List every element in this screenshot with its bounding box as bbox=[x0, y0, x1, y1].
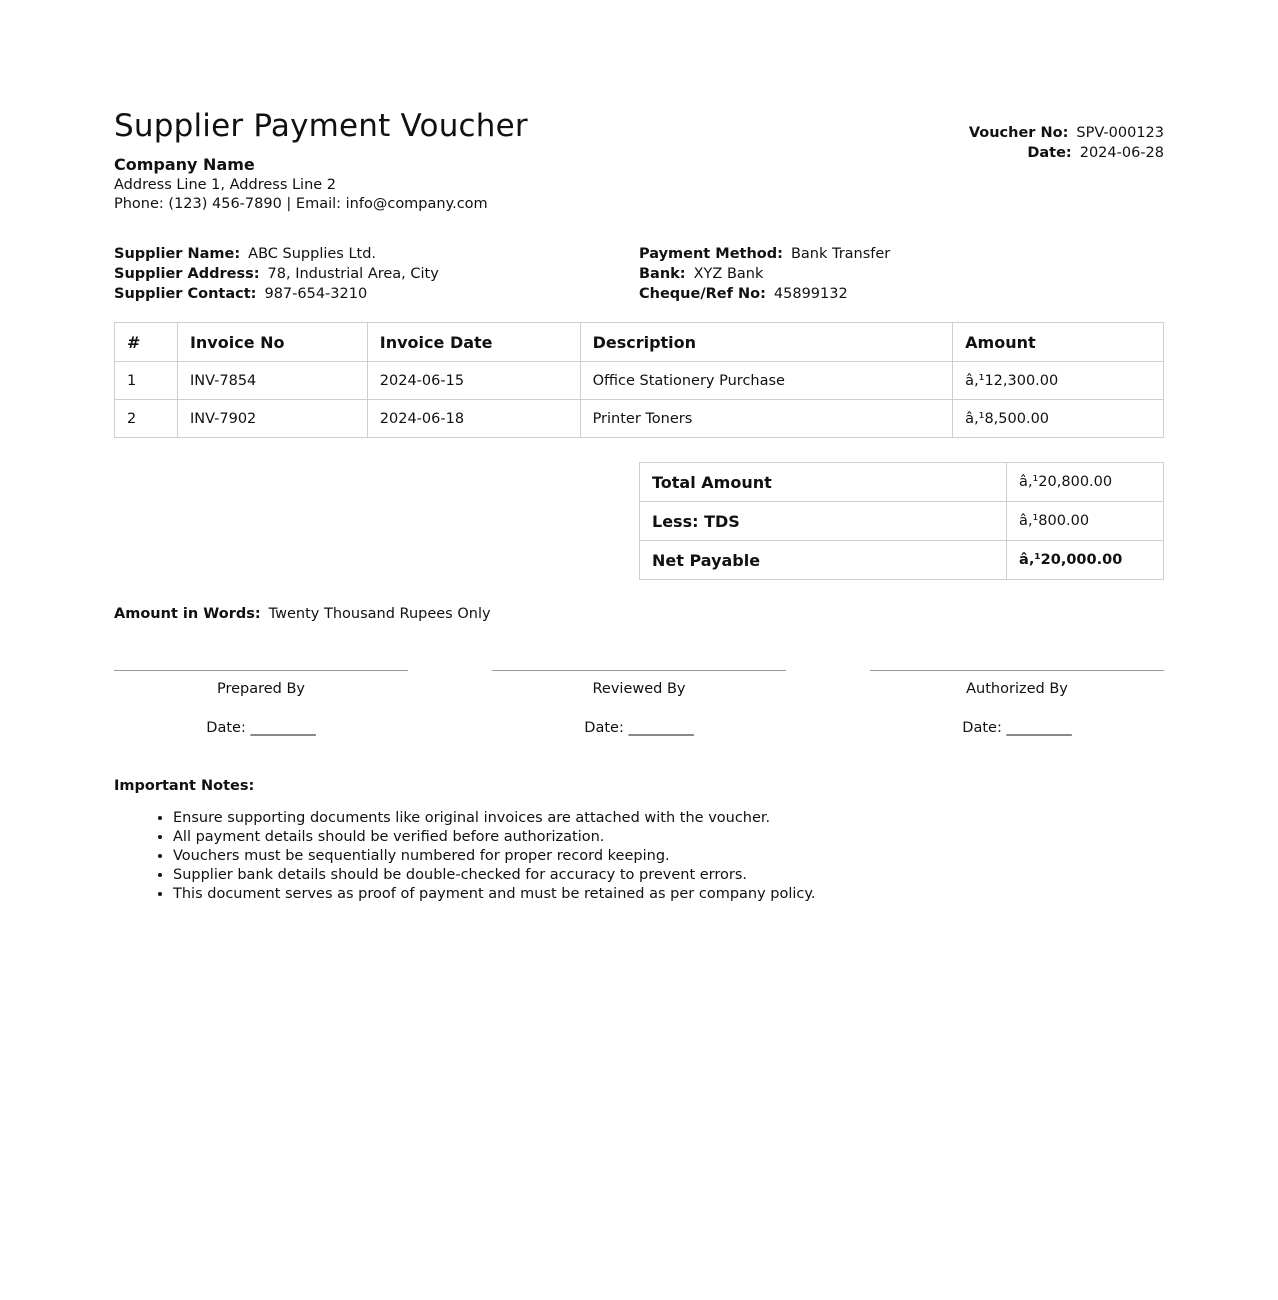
signature-date: Date: _________ bbox=[206, 720, 316, 737]
voucher-date-row bbox=[969, 145, 1164, 161]
signature-line bbox=[114, 670, 408, 671]
cell-index: 2 bbox=[115, 400, 178, 438]
table-row bbox=[115, 362, 1164, 400]
payment-info bbox=[639, 246, 1164, 306]
net-label: Net Payable bbox=[640, 541, 1007, 580]
cell-invoice-date: 2024-06-15 bbox=[367, 362, 580, 400]
voucher-number-row bbox=[969, 125, 1164, 141]
header-index: # bbox=[115, 323, 178, 362]
cell-description: Printer Toners bbox=[580, 400, 953, 438]
header-amount: Amount bbox=[953, 323, 1164, 362]
table-row bbox=[115, 400, 1164, 438]
ref-label: Cheque/Ref No: bbox=[639, 286, 766, 303]
tds-amount: â‚¹800.00 bbox=[1007, 502, 1164, 541]
company-block bbox=[114, 108, 528, 212]
payment-method: Bank Transfer bbox=[790, 246, 891, 263]
payment-method-label: Payment Method: bbox=[639, 246, 783, 263]
cell-amount: â‚¹12,300.00 bbox=[953, 362, 1164, 400]
total-amount: â‚¹20,800.00 bbox=[1007, 463, 1164, 502]
supplier-contact-row bbox=[114, 286, 639, 302]
list-item: • Ensure supporting documents like original invoices are attached with the voucher. bbox=[173, 810, 1164, 826]
list-item: • Supplier bank details should be double-checked for accuracy to prevent errors. bbox=[173, 867, 1164, 883]
cell-invoice-no: INV-7854 bbox=[177, 362, 367, 400]
ref-row bbox=[639, 286, 1164, 302]
signature-line bbox=[492, 670, 786, 671]
company-contact: Phone: (123) 456-7890 | Email: info@company.com bbox=[114, 196, 488, 213]
total-row bbox=[640, 463, 1164, 502]
notes-list bbox=[114, 810, 1164, 902]
bank-name: XYZ Bank bbox=[693, 266, 764, 283]
signature-section bbox=[114, 670, 1164, 736]
words-label: Amount in Words: bbox=[114, 606, 261, 623]
voucher-number: SPV-000123 bbox=[1076, 125, 1164, 141]
supplier-name-label: Supplier Name: bbox=[114, 246, 241, 263]
header-description: Description bbox=[580, 323, 953, 362]
signature-reviewed bbox=[492, 670, 786, 736]
cell-invoice-date: 2024-06-18 bbox=[367, 400, 580, 438]
voucher-header bbox=[114, 108, 1164, 212]
totals-section bbox=[114, 462, 1164, 580]
cell-index: 1 bbox=[115, 362, 178, 400]
bank-label: Bank: bbox=[639, 266, 686, 283]
header-invoice-no: Invoice No bbox=[177, 323, 367, 362]
supplier-contact: 987-654-3210 bbox=[264, 286, 368, 303]
voucher-meta bbox=[969, 125, 1164, 165]
voucher-page bbox=[114, 0, 1164, 902]
totals-table bbox=[639, 462, 1164, 580]
voucher-date-label: Date: bbox=[1027, 145, 1072, 161]
words-value: Twenty Thousand Rupees Only bbox=[268, 606, 491, 623]
table-header-row bbox=[115, 323, 1164, 362]
signature-date: Date: _________ bbox=[584, 720, 694, 737]
list-item: • This document serves as proof of payment and must be retained as per company policy. bbox=[173, 886, 1164, 902]
invoice-table bbox=[114, 322, 1164, 438]
cell-invoice-no: INV-7902 bbox=[177, 400, 367, 438]
supplier-contact-label: Supplier Contact: bbox=[114, 286, 257, 303]
header-invoice-date: Invoice Date bbox=[367, 323, 580, 362]
ref-number: 45899132 bbox=[773, 286, 848, 303]
amount-in-words bbox=[114, 606, 1164, 622]
document-title: Supplier Payment Voucher bbox=[114, 108, 528, 144]
supplier-address-row bbox=[114, 266, 639, 282]
signature-prepared bbox=[114, 670, 408, 736]
total-label: Total Amount bbox=[640, 463, 1007, 502]
company-address: Address Line 1, Address Line 2 bbox=[114, 177, 337, 194]
supplier-name: ABC Supplies Ltd. bbox=[248, 246, 377, 263]
list-item: • Vouchers must be sequentially numbered for proper record keeping. bbox=[173, 848, 1164, 864]
company-name: Company Name bbox=[114, 155, 255, 175]
list-item: • All payment details should be verified before authorization. bbox=[173, 829, 1164, 845]
net-amount: â‚¹20,000.00 bbox=[1007, 541, 1164, 580]
supplier-info bbox=[114, 246, 639, 306]
payment-method-row bbox=[639, 246, 1164, 262]
signature-date: Date: _________ bbox=[962, 720, 1072, 737]
net-row bbox=[640, 541, 1164, 580]
signature-authorized bbox=[870, 670, 1164, 736]
signature-role: Prepared By bbox=[216, 681, 306, 698]
signature-role: Reviewed By bbox=[592, 681, 686, 698]
cell-amount: â‚¹8,500.00 bbox=[953, 400, 1164, 438]
info-section bbox=[114, 246, 1164, 306]
signature-line bbox=[870, 670, 1164, 671]
supplier-address-label: Supplier Address: bbox=[114, 266, 260, 283]
voucher-number-label: Voucher No: bbox=[968, 125, 1069, 141]
voucher-date: 2024-06-28 bbox=[1079, 145, 1164, 161]
tds-label: Less: TDS bbox=[640, 502, 1007, 541]
supplier-address: 78, Industrial Area, City bbox=[267, 266, 439, 283]
cell-description: Office Stationery Purchase bbox=[580, 362, 953, 400]
supplier-name-row bbox=[114, 246, 639, 262]
signature-role: Authorized By bbox=[966, 681, 1068, 698]
bank-row bbox=[639, 266, 1164, 282]
notes-title: Important Notes: bbox=[114, 778, 255, 795]
tds-row bbox=[640, 502, 1164, 541]
